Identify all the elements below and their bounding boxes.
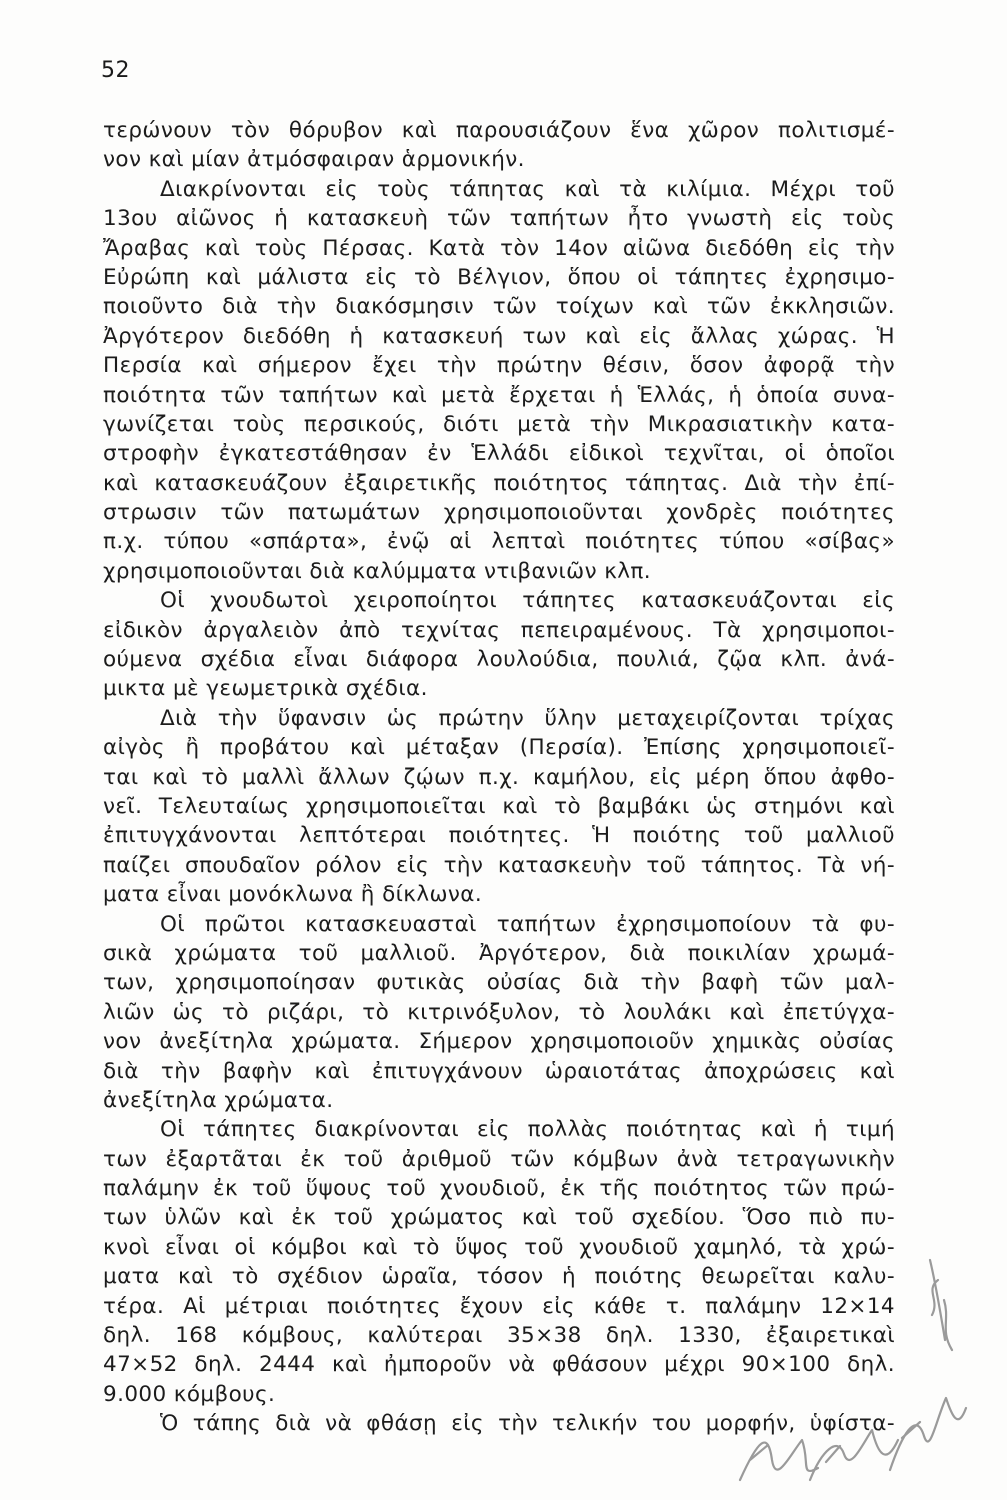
text-line: Οἱ πρῶτοι κατασκευασταὶ ταπήτων ἐχρησιμοποίουν τὰ φυ-: [160, 911, 895, 937]
page-number: 52: [101, 58, 130, 83]
text-line: εἰδικὸν ἀργαλειὸν ἀπὸ τεχνίτας πεπειραμένους. Τὰ χρησιμοποι-: [103, 617, 895, 643]
text-line: ποιότητα τῶν ταπήτων καὶ μετὰ ἔρχεται ἡ Ἑλλάς, ἡ ὁποία συνα-: [103, 382, 895, 408]
text-line: ται καὶ τὸ μαλλὶ ἄλλων ζῴων π.χ. καμήλου, εἰς μέρη ὅπου ἀφθο-: [103, 764, 895, 790]
text-line: νον ἀνεξίτηλα χρώματα. Σήμερον χρησιμοποιοῦν χημικὰς οὐσίας: [103, 1029, 895, 1055]
text-line: δηλ. 168 κόμβους, καλύτεραι 35×38 δηλ. 1330, ἐξαιρετικαὶ: [103, 1323, 895, 1349]
handwritten-signature: [640, 1240, 970, 1490]
text-line: λιῶν ὡς τὸ ριζάρι, τὸ κιτρινόξυλον, τὸ λουλάκι καὶ ἐπετύγχα-: [103, 999, 895, 1025]
text-line: Οἱ τάπητες διακρίνονται εἰς πολλὰς ποιότητας καὶ ἡ τιμή: [160, 1117, 895, 1143]
text-line: τέρα. Αἱ μέτριαι ποιότητες ἔχουν εἰς κάθε τ. παλάμην 12×14: [103, 1293, 895, 1319]
text-line: ματα εἶναι μονόκλωνα ἢ δίκλωνα.: [103, 882, 483, 908]
text-line: ἀνεξίτηλα χρώματα.: [103, 1087, 334, 1113]
text-line: διὰ τὴν βαφὴν καὶ ἐπιτυγχάνουν ὡραιοτάτας ἀποχρώσεις καὶ: [103, 1058, 895, 1084]
text-line: ματα καὶ τὸ σχέδιον ὡραῖα, τόσον ἡ ποιότης θεωρεῖται καλυ-: [103, 1264, 895, 1290]
text-line: ποιοῦντο διὰ τὴν διακόσμησιν τῶν τοίχων καὶ τῶν ἐκκλησιῶν.: [103, 294, 895, 320]
text-line: τερώνουν τὸν θόρυβον καὶ παρουσιάζουν ἕνα χῶρον πολιτισμέ-: [103, 118, 895, 143]
text-line: χρησιμοποιοῦνται διὰ καλύμματα ντιβανιῶν κλπ.: [103, 558, 651, 584]
text-line: καὶ κατασκευάζουν ἐξαιρετικῆς ποιότητος τάπητας. Διὰ τὴν ἐπί-: [103, 470, 895, 496]
text-line: γωνίζεται τοὺς περσικούς, διότι μετὰ τὴν Μικρασιατικὴν κατα-: [103, 411, 895, 437]
text-line: νεῖ. Τελευταίως χρησιμοποιεῖται καὶ τὸ βαμβάκι ὡς στημόνι καὶ: [103, 793, 895, 819]
text-line: π.χ. τύπου «σπάρτα», ἐνῷ αἱ λεπταὶ ποιότητες τύπου «σίβας»: [103, 529, 895, 555]
text-line: Διὰ τὴν ὕφανσιν ὡς πρώτην ὕλην μεταχειρίζονται τρίχας: [160, 705, 895, 731]
text-line: των ἐξαρτᾶται ἐκ τοῦ ἀριθμοῦ τῶν κόμβων ἀνὰ τετραγωνικὴν: [103, 1146, 895, 1172]
text-line: 13ου αἰῶνος ἡ κατασκευὴ τῶν ταπήτων ἦτο γνωστὴ εἰς τοὺς: [103, 206, 895, 232]
text-line: Διακρίνονται εἰς τοὺς τάπητας καὶ τὰ κιλίμια. Μέχρι τοῦ: [160, 176, 895, 202]
text-line: παίζει σπουδαῖον ρόλον εἰς τὴν κατασκευὴν τοῦ τάπητος. Τὰ νή-: [103, 852, 895, 878]
text-line: Ἄραβας καὶ τοὺς Πέρσας. Κατὰ τὸν 14ον αἰῶνα διεδόθη εἰς τὴν: [103, 235, 895, 261]
text-line: Εὐρώπη καὶ μάλιστα εἰς τὸ Βέλγιον, ὅπου οἱ τάπητες ἐχρησιμο-: [103, 264, 895, 290]
text-line: αἰγὸς ἢ προβάτου καὶ μέταξαν (Περσία). Ἐπίσης χρησιμοποιεῖ-: [103, 735, 895, 761]
text-line: των ὑλῶν καὶ ἐκ τοῦ χρώματος καὶ τοῦ σχεδίου. Ὅσο πιὸ πυ-: [103, 1205, 895, 1231]
text-line: Περσία καὶ σήμερον ἔχει τὴν πρώτην θέσιν, ὅσον ἀφορᾷ τὴν: [103, 353, 895, 379]
text-line: 9.000 κόμβους.: [103, 1381, 276, 1407]
text-line: Ὁ τάπης διὰ νὰ φθάσῃ εἰς τὴν τελικήν του μορφήν, ὑφίστα-: [160, 1411, 895, 1437]
text-line: στρωσιν τῶν πατωμάτων χρησιμοποιοῦνται χονδρὲς ποιότητες: [103, 500, 895, 526]
text-line: κνοὶ εἶναι οἱ κόμβοι καὶ τὸ ὕψος τοῦ χνουδιοῦ χαμηλό, τὰ χρώ-: [103, 1234, 895, 1260]
text-line: νον καὶ μίαν ἀτμόσφαιραν ἁρμονικήν.: [103, 147, 525, 173]
text-line: των, χρησιμοποίησαν φυτικὰς οὐσίας διὰ τὴν βαφὴ τῶν μαλ-: [103, 970, 895, 996]
text-line: παλάμην ἐκ τοῦ ὕψους τοῦ χνουδιοῦ, ἐκ τῆς ποιότητος τῶν πρώ-: [103, 1176, 895, 1202]
text-line: Οἱ χνουδωτοὶ χειροποίητοι τάπητες κατασκευάζονται εἰς: [160, 588, 895, 614]
text-line: σικὰ χρώματα τοῦ μαλλιοῦ. Ἀργότερον, διὰ ποικιλίαν χρωμά-: [103, 940, 895, 966]
text-line: Ἀργότερον διεδόθη ἡ κατασκευή των καὶ εἰς ἄλλας χώρας. Ἡ: [103, 323, 895, 349]
text-line: στροφὴν ἐγκατεστάθησαν ἐν Ἑλλάδι εἰδικοὶ τεχνῖται, οἱ ὁποῖοι: [103, 441, 895, 467]
text-line: ἐπιτυγχάνονται λεπτότεραι ποιότητες. Ἡ ποιότης τοῦ μαλλιοῦ: [103, 823, 895, 849]
text-line: 47×52 δηλ. 2444 καὶ ἠμποροῦν νὰ φθάσουν μέχρι 90×100 δηλ.: [103, 1352, 895, 1378]
text-line: ούμενα σχέδια εἶναι διάφορα λουλούδια, πουλιά, ζῷα κλπ. ἀνά-: [103, 647, 895, 673]
text-line: μικτα μὲ γεωμετρικὰ σχέδια.: [103, 676, 428, 702]
